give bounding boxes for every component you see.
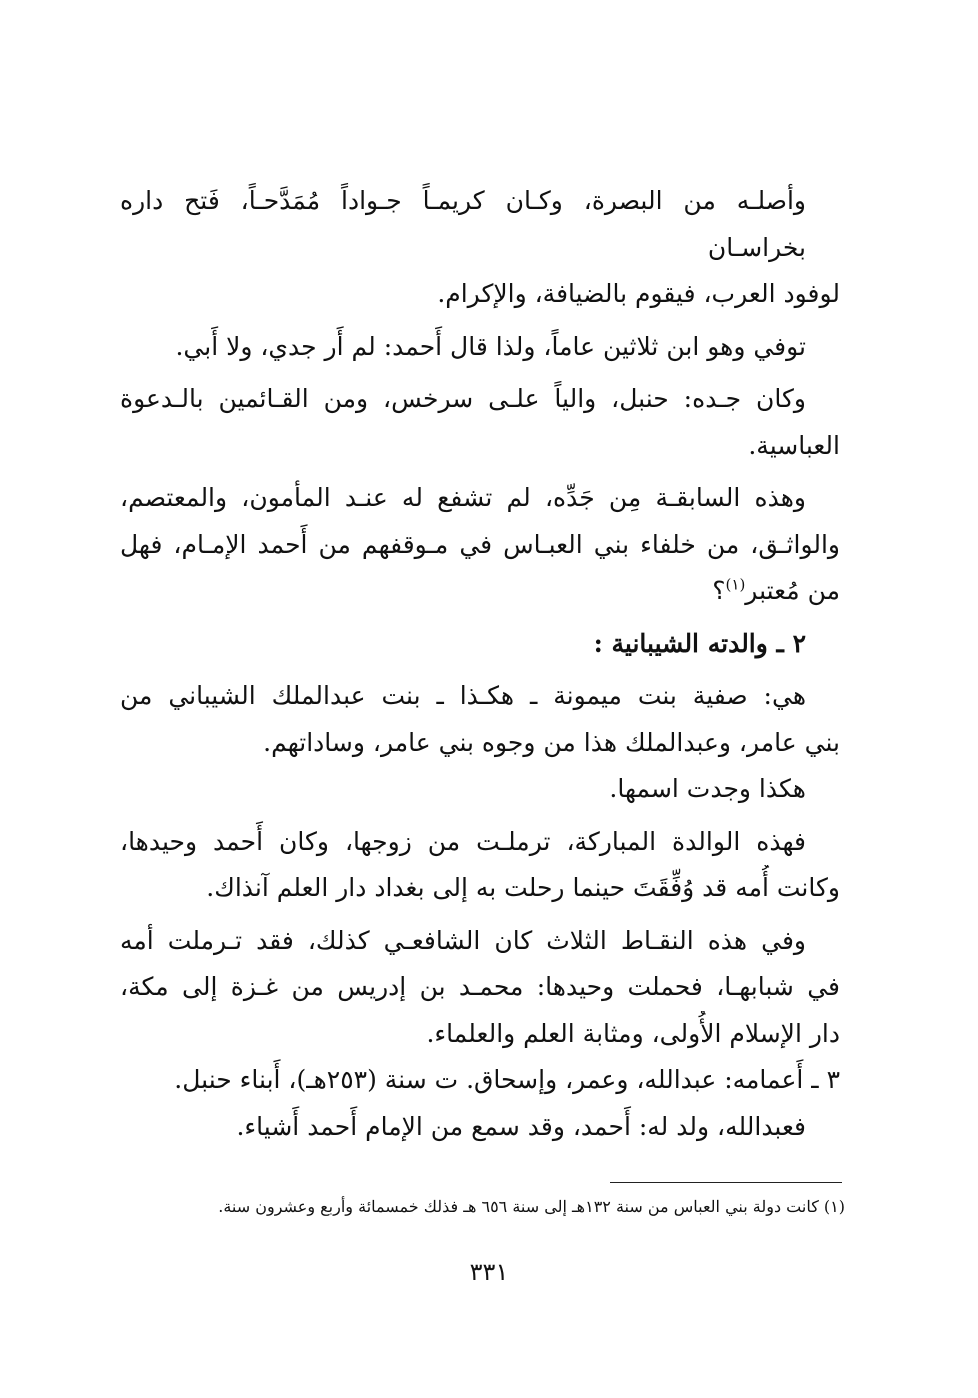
paragraph-mother-line-1: هي: صفية بنت ميمونة ـ هكـذا ـ بنت عبدالملك الشيباني من (120, 681, 806, 710)
paragraph-origin-line-1: وأصلـه من البصرة، وكـان كريمـاً جـواداً مُمَدَّحـاً، فَتح داره بخراسـان (120, 186, 806, 262)
paragraph-abdullah-line-1: فعبدالله، ولد له: أَحمد، وقد سمع من الإمام أَحمد أَشياء. (236, 1111, 806, 1141)
page-number: ٣٣١ (469, 1258, 509, 1286)
paragraph-death-line-1: توفي وهو ابن ثلاثين عاماً، ولذا قال أَحمد: لم أَر جدي، ولا أَبي. (175, 331, 806, 361)
section-heading-mother: ٢ ـ والدته الشيبانية : (593, 628, 806, 658)
paragraph-name-found-line-1: هكذا وجدت اسمها. (609, 774, 806, 803)
main-text (120, 178, 840, 1150)
paragraph-shafii-line-3: دار الإسلام الأُولى، ومثابة العلم والعلماء. (426, 1018, 840, 1048)
precedent-line-3-text: من مُعتبر (745, 576, 840, 605)
paragraph-grandfather-line-2: العباسية. (748, 430, 840, 460)
paragraph-mother-line-2: بني عامر، وعبدالملك هذا من وجوه بني عامر، وساداتهم. (263, 727, 840, 757)
paragraph-shafii-line-1: وفي هذه النقـاط الثلاث كان الشافعـي كذلك، فقد تـرملت أمه (120, 925, 806, 955)
paragraph-precedent-line-2: والواثـق، من خلفاء بني العبـاس في مـوقفهم من أَحمد الإمـام، فهل (120, 529, 840, 559)
paragraph-blessed-mother-line-1: فهذه الوالدة المباركة، ترملـت من زوجها، وكان أَحمد وحيدها، (120, 826, 806, 856)
footnote-separator (610, 1182, 842, 1183)
paragraph-shafii-line-2: في شبابهـا، فحملت وحيدها: محمـد بن إدريس من غـزة إلى مكة، (120, 972, 840, 1001)
paragraph-blessed-mother-line-2: وكانت أُمه قد وُفِّقَتَ حينما رحلت به إلى بغداد دار العلم آنذاك. (206, 873, 840, 902)
paragraph-precedent-line-1: وهذه السابقـة مِن جَدِّه، لم تشفع له عنـد المأمون، والمعتصم، (120, 483, 806, 512)
footnote-text: (١) كانت دولة بني العباس من سنة ١٣٢هـ إلى سنة ٦٥٦ هـ فذلك خمسمائة وأربع وعشرون سنة. (218, 1197, 845, 1216)
paragraph-origin-line-2: لوفود العرب، فيقوم بالضيافة، والإكرام. (437, 279, 840, 308)
precedent-line-3-end: ؟ (712, 576, 726, 605)
paragraph-precedent-line-3 (120, 568, 840, 615)
paragraph-grandfather-line-1: وكان جـده: حنبل، والياً علـى سرخس، ومن القـائمين بالـدعوة (120, 384, 806, 413)
paragraph-uncles-line-1: ٣ ـ أَعمامه: عبدالله، وعمر، وإسحاق. ت سنة (٢٥٣هـ)، أَبناء حنبل. (174, 1065, 840, 1094)
footnote-marker: (١) (725, 575, 746, 594)
